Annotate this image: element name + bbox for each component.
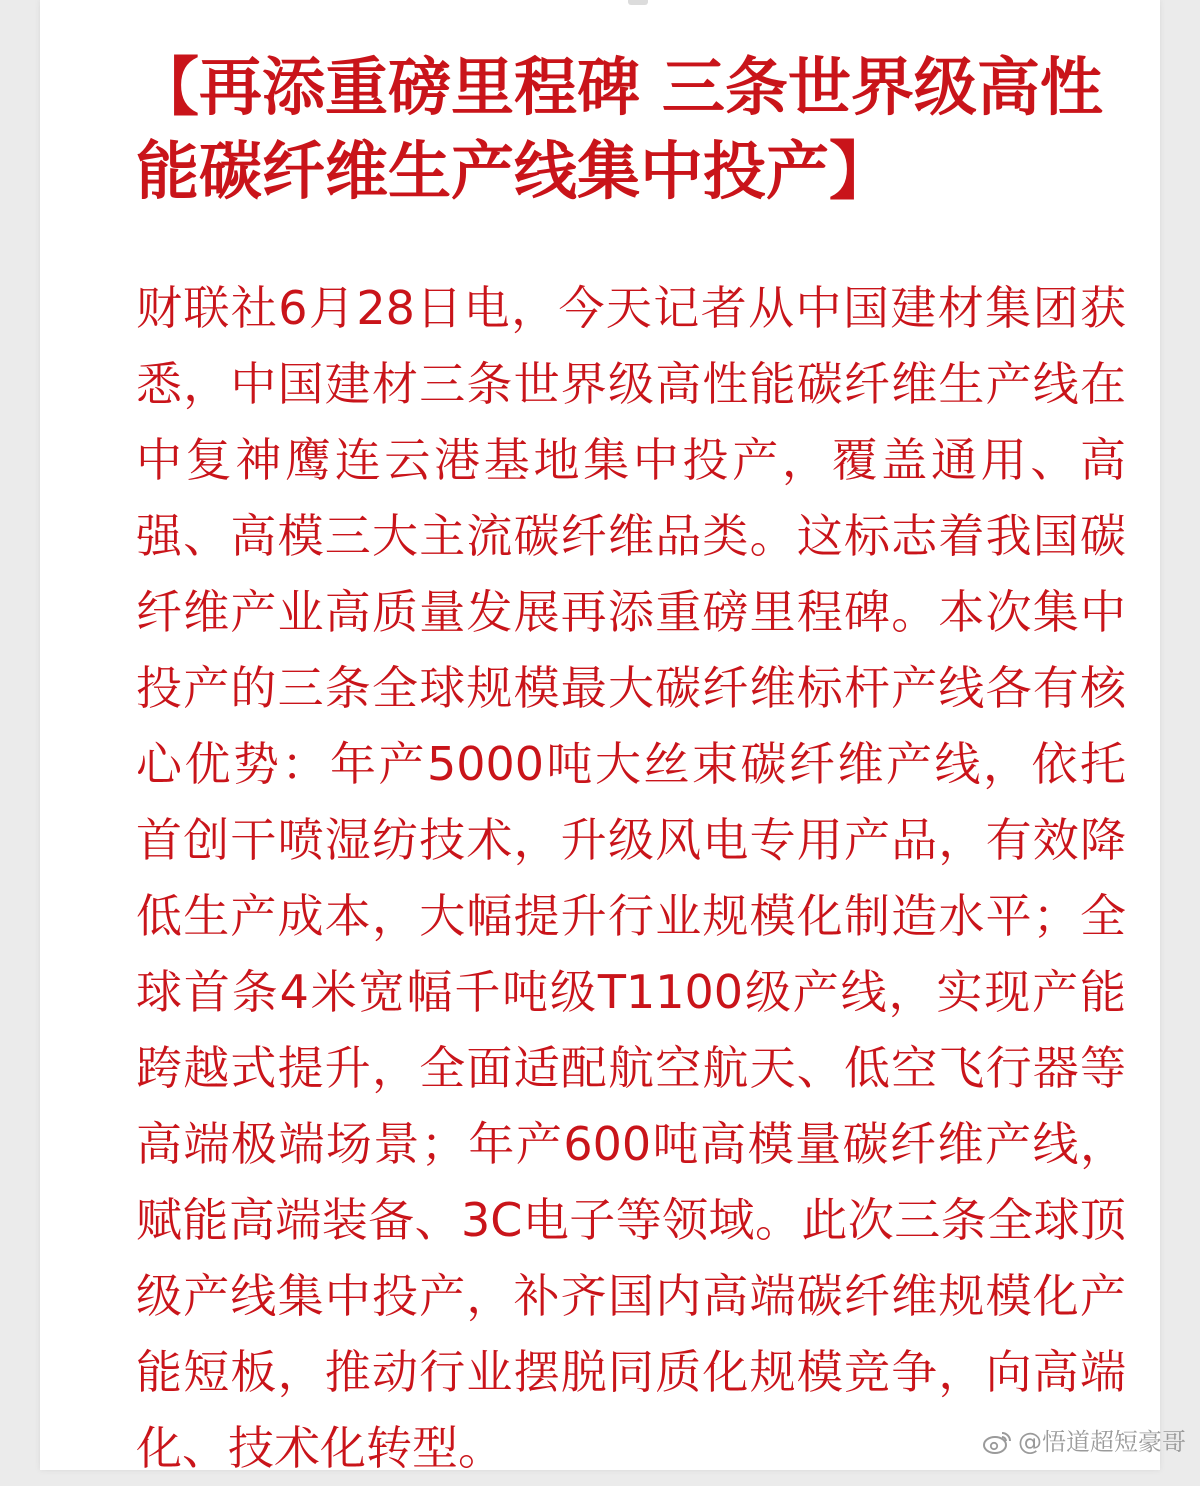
weibo-icon <box>982 1429 1012 1455</box>
watermark-text: @悟道超短豪哥 <box>1018 1428 1186 1456</box>
watermark <box>982 1428 1186 1456</box>
top-drag-handle <box>628 0 648 5</box>
article-page <box>40 0 1160 1475</box>
article-headline: 【再添重磅里程碑 三条世界级高性能碳纤维生产线集中投产】 <box>136 51 1103 208</box>
article-body: 财联社6月28日电，今天记者从中国建材集团获悉，中国建材三条世界级高性能碳纤维生产线在中复神鹰连云港基地集中投产，覆盖通用、高强、高模三大主流碳纤维品类。这标志着我国碳纤维产业高质量发展再添重磅里程碑。本次集中投产的三条全球规模最大碳纤维标杆产线各有核心优势：年产5000吨大丝束碳纤维产线，依托首创干喷湿纺技术，升级风电专用产品，有效降低生产成本，大幅提升行业规模化制造水平；全球首条4米宽幅千吨级T1100级产线，实现产能跨越式提升，全面适配航空航天、低空飞行器等高端极端场景；年产600吨高模量碳纤维产线，赋能高端装备、3C电子等领域。此次三条全球顶级产线集中投产，补齐国内高端碳纤维规模化产能短板，推动行业摆脱同质化规模竞争，向高端化、技术化转型。 <box>136 281 1126 1475</box>
